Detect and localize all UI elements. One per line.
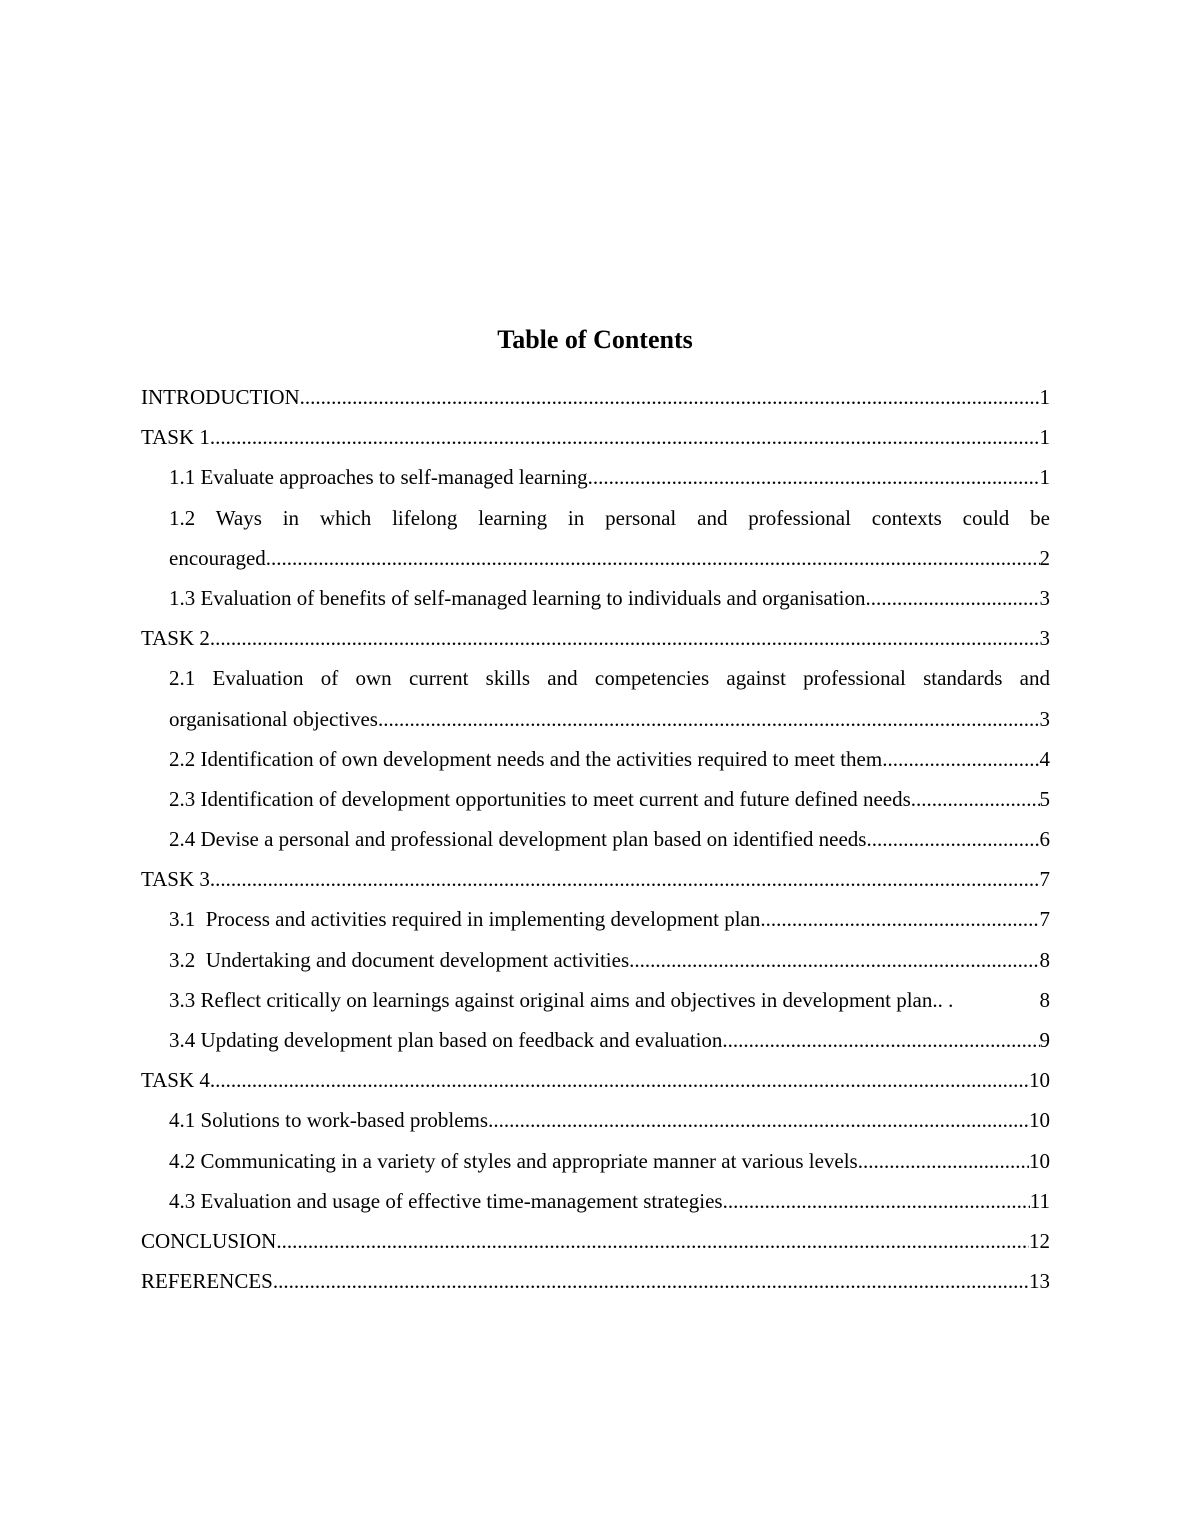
- toc-entry-text: TASK 2: [141, 626, 210, 651]
- toc-entry-4-3[interactable]: [141, 1181, 1050, 1221]
- toc-entry-references[interactable]: [141, 1261, 1050, 1301]
- toc-entry-text: 2.3 Identification of development opportunities to meet current and future defined needs: [169, 786, 911, 811]
- toc-page-number: 3: [1039, 585, 1050, 610]
- toc-entry-text: CONCLUSION: [141, 1228, 277, 1253]
- toc-dot-leader: [866, 578, 1040, 618]
- toc-page-number: 1: [1039, 385, 1050, 409]
- toc-entry-text: 3.1 Process and activities required in implementing development plan: [169, 907, 761, 932]
- toc-page-number: 4: [1039, 746, 1050, 771]
- toc-dot-leader: [629, 940, 1039, 980]
- toc-dot-leader: [300, 377, 1040, 417]
- toc-entry-4-2[interactable]: [141, 1141, 1050, 1181]
- toc-page-number: 3: [1039, 626, 1050, 651]
- toc-entry-text: 4.3 Evaluation and usage of effective time-management strategies: [169, 1188, 723, 1213]
- toc-entry-3-1[interactable]: [141, 899, 1050, 939]
- toc-dot-leader: [273, 1261, 1029, 1301]
- toc-dot-leader: [866, 819, 1039, 859]
- toc-dot-leader: [722, 1020, 1039, 1060]
- toc-entry-conclusion[interactable]: [141, 1221, 1050, 1261]
- toc-entry-task-1[interactable]: [141, 417, 1050, 457]
- toc-entry-2-2[interactable]: [141, 739, 1050, 779]
- toc-title: Table of Contents: [497, 325, 693, 354]
- toc-entry-line-2: [169, 699, 1050, 739]
- toc-dot-leader: [210, 1060, 1029, 1100]
- toc-entry-text-line-2: organisational objectives: [169, 706, 378, 731]
- toc-entry-text: INTRODUCTION: [141, 385, 300, 409]
- toc-dot-leader: [210, 618, 1040, 658]
- toc-entry-introduction[interactable]: [141, 377, 1050, 417]
- toc-entry-text: TASK 1: [141, 425, 210, 450]
- toc-entry-2-3[interactable]: [141, 779, 1050, 819]
- toc-list: [141, 377, 1050, 1301]
- toc-entry-1-2[interactable]: [141, 498, 1050, 578]
- toc-entry-3-3[interactable]: [141, 980, 1050, 1020]
- toc-page-number: 2: [1039, 545, 1050, 570]
- toc-entry-text: 4.2 Communicating in a variety of styles and appropriate manner at various levels: [169, 1148, 858, 1173]
- toc-entry-1-1[interactable]: [141, 457, 1050, 497]
- toc-page-number: 5: [1039, 786, 1050, 811]
- toc-entry-text: 2.2 Identification of own development needs and the activities required to meet them: [169, 746, 883, 771]
- toc-page-number: 8: [1039, 947, 1050, 972]
- toc-page-number: 7: [1039, 867, 1050, 892]
- toc-entry-line-2: [169, 538, 1050, 578]
- toc-dot-leader: [858, 1141, 1029, 1181]
- toc-entry-task-2[interactable]: [141, 618, 1050, 658]
- toc-entry-text-line-1: 1.2 Ways in which lifelong learning in personal and professional contexts could be: [169, 505, 1050, 530]
- toc-dot-leader: [488, 1100, 1029, 1140]
- toc-entry-4-1[interactable]: [141, 1100, 1050, 1140]
- toc-entry-text: 1.3 Evaluation of benefits of self-managed learning to individuals and organisation: [169, 585, 866, 610]
- toc-dot-leader: [911, 779, 1040, 819]
- toc-page-number: 1: [1039, 465, 1050, 490]
- toc-entry-text: 2.4 Devise a personal and professional development plan based on identified needs: [169, 827, 867, 852]
- toc-page-number: 11: [1029, 1188, 1050, 1213]
- toc-entry-text: REFERENCES: [141, 1269, 273, 1294]
- toc-page-number: 3: [1039, 706, 1050, 731]
- toc-entry-task-4[interactable]: [141, 1060, 1050, 1100]
- toc-dot-leader: [266, 538, 1040, 578]
- toc-entry-2-4[interactable]: [141, 819, 1050, 859]
- toc-entry-text-line-1: 2.1 Evaluation of own current skills and competencies against professional standards and: [169, 666, 1050, 691]
- toc-entry-text: TASK 3: [141, 867, 210, 892]
- toc-page-number: 6: [1039, 827, 1050, 852]
- toc-page-number: 13: [1029, 1269, 1050, 1294]
- toc-dot-leader: [276, 1221, 1029, 1261]
- toc-dot-leader: [588, 457, 1040, 497]
- toc-entry-2-1[interactable]: [141, 658, 1050, 738]
- toc-entry-text: 3.2 Undertaking and document development activities: [169, 947, 630, 972]
- toc-entry-3-4[interactable]: [141, 1020, 1050, 1060]
- toc-page-number: 8: [1039, 987, 1050, 1012]
- toc-dot-leader: [210, 859, 1040, 899]
- toc-dot-leader: [882, 739, 1039, 779]
- toc-entry-3-2[interactable]: [141, 940, 1050, 980]
- toc-entry-task-3[interactable]: [141, 859, 1050, 899]
- toc-page-number: 9: [1039, 1028, 1050, 1052]
- toc-dot-leader: [378, 699, 1040, 739]
- toc-page-number: 10: [1029, 1108, 1050, 1133]
- toc-page-number: 10: [1029, 1068, 1050, 1093]
- toc-entry-text: 4.1 Solutions to work-based problems: [169, 1108, 489, 1133]
- toc-page-number: 12: [1029, 1228, 1050, 1253]
- toc-page-number: 10: [1029, 1148, 1050, 1173]
- toc-entry-text: 3.3 Reflect critically on learnings against original aims and objectives in development plan.. .: [169, 987, 954, 1012]
- toc-entry-1-3[interactable]: [141, 578, 1050, 618]
- toc-page-number: 1: [1039, 425, 1050, 450]
- toc-entry-text: TASK 4: [141, 1068, 210, 1093]
- toc-entry-text: 3.4 Updating development plan based on feedback and evaluation: [169, 1028, 723, 1052]
- toc-entry-text: 1.1 Evaluate approaches to self-managed learning: [169, 465, 588, 490]
- toc-entry-text-line-2: encouraged: [169, 545, 266, 570]
- toc-dot-leader: [723, 1181, 1030, 1221]
- toc-dot-leader: [210, 417, 1040, 457]
- toc-page-number: 7: [1039, 907, 1050, 932]
- toc-dot-leader: [760, 899, 1039, 939]
